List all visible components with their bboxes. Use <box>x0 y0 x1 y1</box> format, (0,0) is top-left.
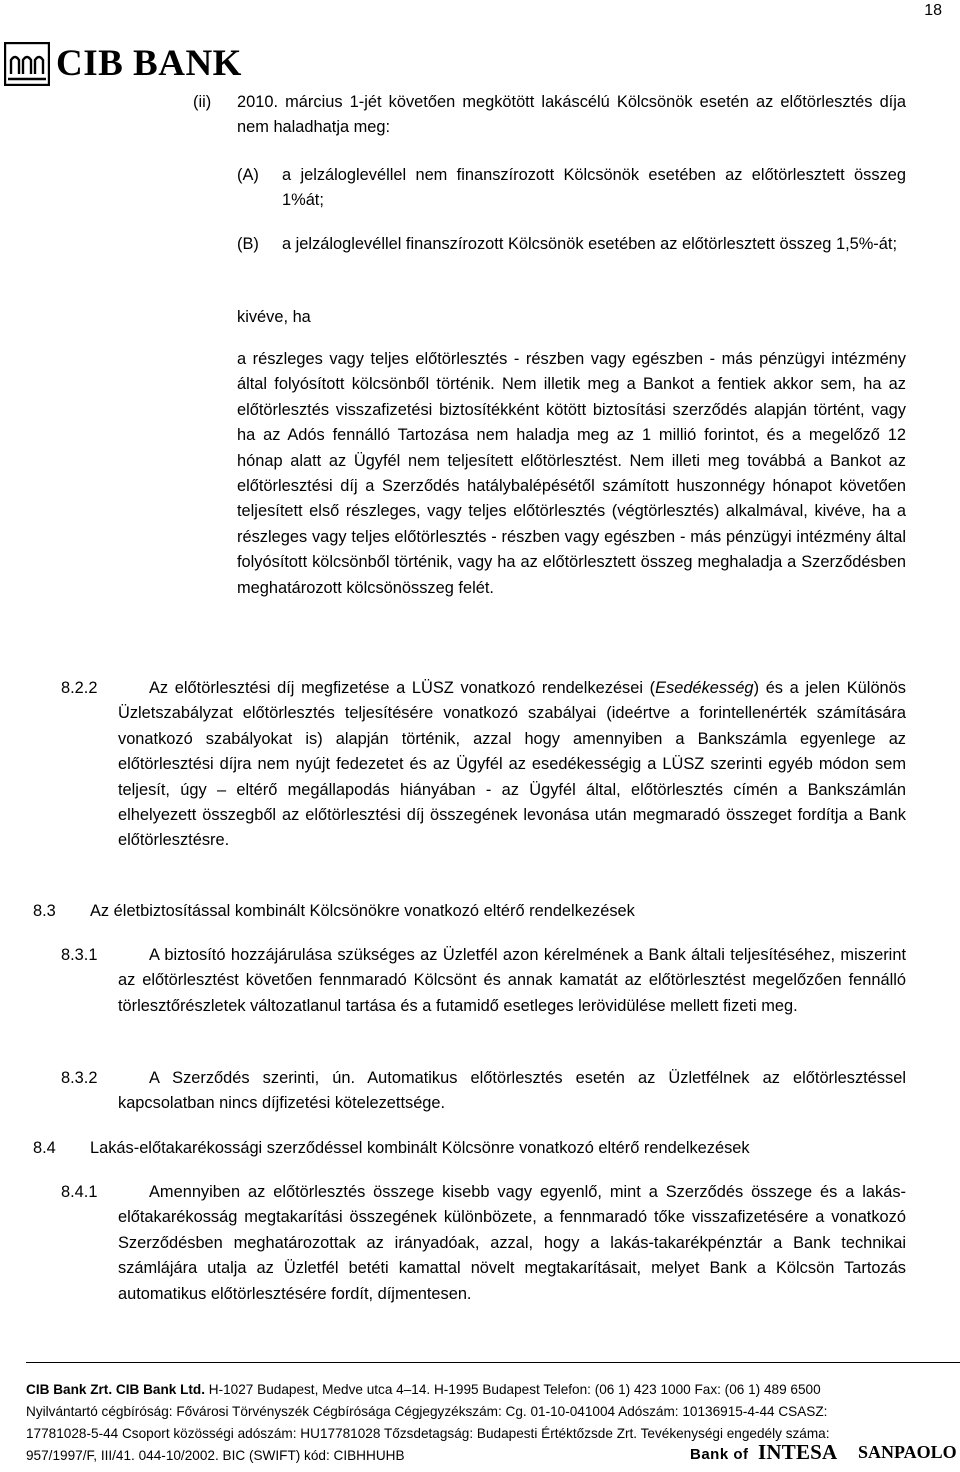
footer-divider <box>26 1362 960 1363</box>
section-number-8-4-1: 8.4.1 <box>61 1183 98 1201</box>
list-label-a: (A) <box>237 166 259 184</box>
section-number-8-3-1: 8.3.1 <box>61 946 98 964</box>
bank-of-label: Bank of <box>690 1446 749 1463</box>
list-label-b: (B) <box>237 235 259 253</box>
list-item-ii: 2010. március 1-jét követően megkötött lakáscélú Kölcsönök esetén az előtörlesztés díja nem haladhatja meg: <box>237 93 906 137</box>
footer-line-1 <box>26 1379 821 1401</box>
section-8-2-2-text-after: ) és a jelen Különös Üzletszabályzat előtörlesztés teljesítésére vonatkozó szabályai (ideértve a forintellenérték számítására vonatkozó szabályokat is) alapján történik, azzal hogy amennyiben a Bankszámla egyenlege az előtörlesztési díjra nem nyújt fedezetet és az Ügyfél az esedékességig a LÜSZ szerinti egyéb módon sem teljesít, úgy – eltérő megállapodás hiányában - az Ügyfél által, előtörlesztés címén a Bankszámlán elhelyezett összegből az előtörlesztési díj összegének levonása után megmaradó összeget fordítja a Bank előtörlesztésre. <box>118 679 906 850</box>
building-columns-icon <box>4 42 50 86</box>
footer-line-4: 957/1997/F, III/41. 044-10/2002. BIC (SWIFT) kód: CIBHHUHB <box>26 1448 405 1463</box>
list-item-a: a jelzáloglevéllel nem finanszírozott Kölcsönök esetében az előtörlesztett összeg 1%át; <box>282 166 906 210</box>
section-8-3-2-text: A Szerződés szerinti, ún. Automatikus előtörlesztés esetén az Üzletfélnek az előtörlesztéssel kapcsolatban nincs díjfizetési kötelezettsége. <box>118 1069 906 1113</box>
section-number-8-4: 8.4 <box>33 1139 56 1157</box>
section-number-8-3-2: 8.3.2 <box>61 1069 98 1087</box>
footer-company: CIB Bank Zrt. CIB Bank Ltd. <box>26 1382 205 1397</box>
section-8-3-1-text: A biztosító hozzájárulása szükséges az Üzletfél azon kérelmének a Bank általi teljesítéséhez, miszerint az előtörlesztést követően fennmaradó Kölcsönt és annak kamatát az előtörlesztést megelőzően fennálló törlesztőrészletek változatlanul tartása és a futamidő esetleges lerövidülése mellett fizeti meg. <box>118 946 906 1015</box>
page-number: 18 <box>924 2 942 19</box>
list-item-b: a jelzáloglevéllel finanszírozott Kölcsönök esetében az előtörlesztett összeg 1,5%-át; <box>282 235 897 253</box>
section-8-4-1-text: Amennyiben az előtörlesztés összege kisebb vagy egyenlő, mint a Szerződés összege és a lakás-előtakarékosság megtakarítási összegének különbözete, a fennmaradó tőke visszafizetésére a vonatkozó Szerződésben meghatározottak az irányadóak, azzal, hogy a lakás-takarékpénztár a Bank technikai számlájára utalja az Üzletfél betéti kamattal növelt megtakarításait, melyet Bank a Kölcsön Tartozás automatikus előtörlesztésére fordít, díjmentesen. <box>118 1183 906 1303</box>
sanpaolo-logo-text: SANPAOLO <box>858 1442 957 1462</box>
list-label-ii: (ii) <box>193 93 212 111</box>
footer-line-3: 17781028-5-44 Csoport közösségi adószám: HU17781028 Tőzsdetagság: Budapesti Értéktőzsde Zrt. Tevékenységi engedély száma: <box>26 1426 830 1441</box>
section-number-8-2-2: 8.2.2 <box>61 679 98 697</box>
sanpaolo-logo <box>858 1442 957 1463</box>
section-number-8-3: 8.3 <box>33 902 56 920</box>
footer-line-2: Nyilvántartó cégbíróság: Fővárosi Törvényszék Cégbírósága Cégjegyzékszám: Cg. 01-10-041004 Adószám: 10136915-4-44 CSASZ: <box>26 1404 828 1419</box>
section-8-2-2-text-before: Az előtörlesztési díj megfizetése a LÜSZ vonatkozó rendelkezései ( <box>149 679 656 697</box>
esedekesseg-term: Esedékesség <box>655 679 754 697</box>
intesa-logo: INTESA <box>758 1440 838 1464</box>
exception-paragraph: a részleges vagy teljes előtörlesztés - részben vagy egészben - más pénzügyi intézmény által folyósított kölcsönből történik. Nem illetik meg a Bankot a fentiek akkor sem, ha az előtörlesztés visszafizetési biztosítékként kötött biztosítási szerződés alapján történt, vagy ha az Adós fennálló Tartozása nem haladja meg az 1 millió forintot, és a megelőző 12 hónap alatt az Ügyfél nem teljesített előtörlesztést. Nem illeti meg továbbá a Bankot az előtörlesztési díj a Szerződés hatálybalépésétől számított huszonnégy hónapot követően teljesített első részleges, vagy teljes előtörlesztés (végtörlesztés) alkalmával, kivéve, ha a részleges vagy teljes előtörlesztés - részben vagy egészben - más pénzügyi intézmény által folyósított kölcsönből történik, vagy ha az előtörlesztett összeg meghaladja a Szerződésben meghatározott kölcsönösszeg felét. <box>237 350 906 597</box>
footer-address: H-1027 Budapest, Medve utca 4–14. H-1995 Budapest Telefon: (06 1) 423 1000 Fax: (06 1) 489 6500 <box>208 1382 821 1397</box>
section-8-2-2-text <box>118 676 906 854</box>
logo-text: CIB BANK <box>56 43 242 84</box>
kiveve-label: kivéve, ha <box>237 308 311 326</box>
section-8-3-title: Az életbiztosítással kombinált Kölcsönökre vonatkozó eltérő rendelkezések <box>90 902 635 920</box>
section-8-4-title: Lakás-előtakarékossági szerződéssel kombinált Kölcsönre vonatkozó eltérő rendelkezések <box>90 1139 750 1157</box>
